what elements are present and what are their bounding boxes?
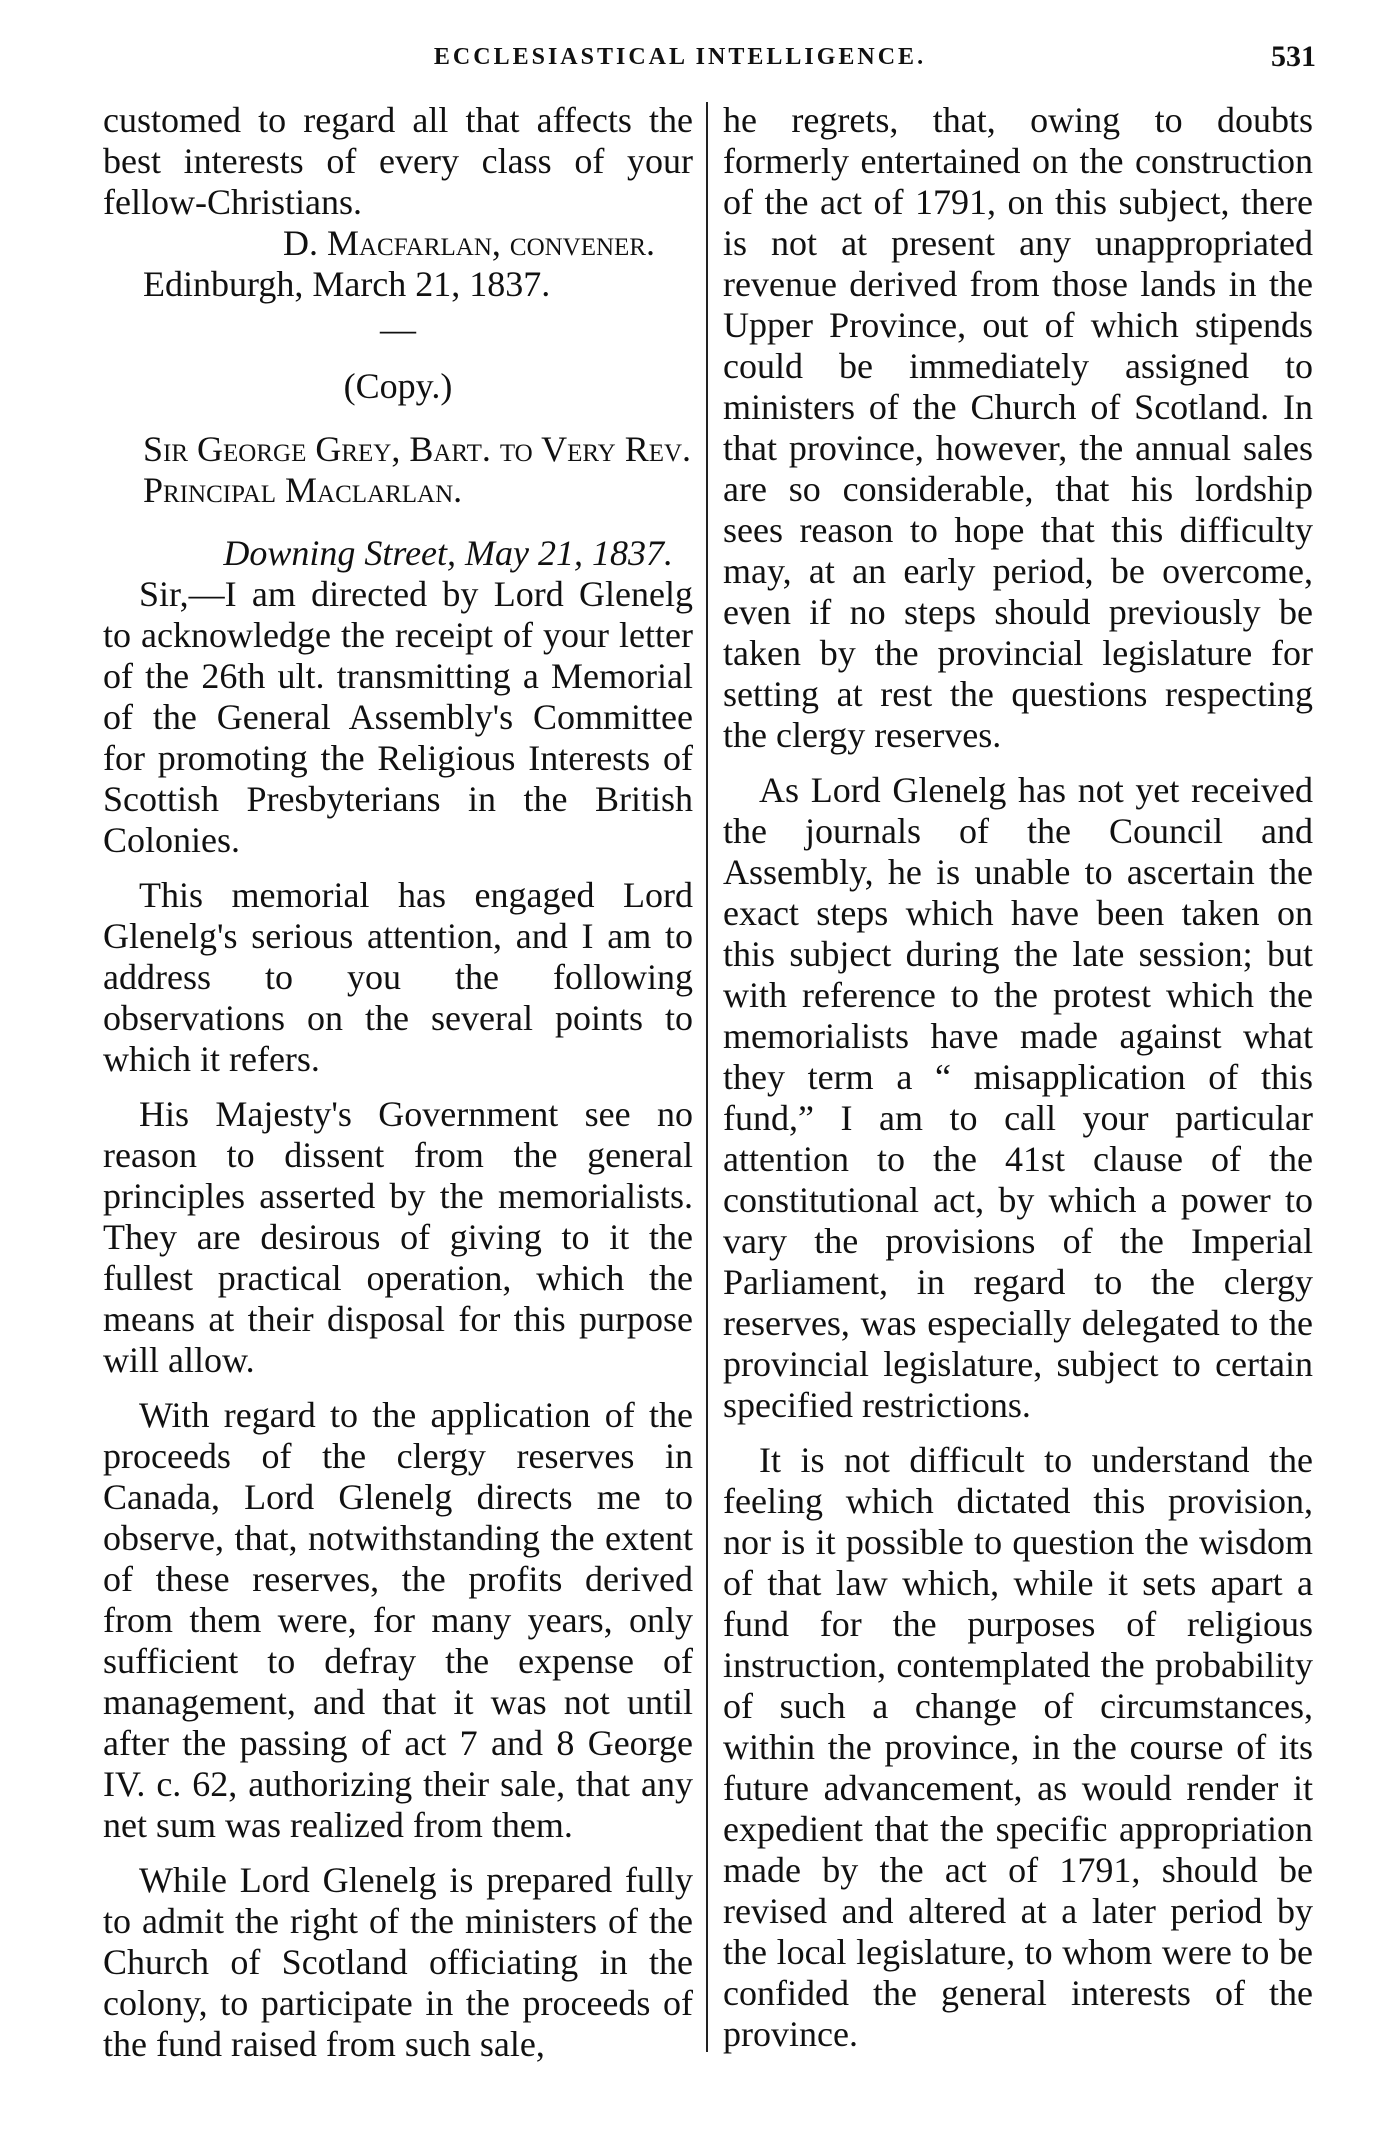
signature: D. Macfarlan, convener. [283, 223, 656, 263]
paragraph-continuation: customed to regard all that affects the best interests of every class of your fellow-Christians. [103, 100, 693, 222]
left-column [103, 100, 693, 2065]
right-column [723, 100, 1313, 2055]
paragraph: Sir,—I am directed by Lord Glenelg to acknowledge the receipt of your letter of the 26th ult. transmitting a Memorial of the General Assembly's Committee for promoting the Religious Interests of Scottish Presbyterians in the British Colonies. [103, 574, 693, 860]
paragraph: This memorial has engaged Lord Glenelg's serious attention, and I am to address to you the following observations on the several points to which it refers. [103, 875, 693, 1079]
paragraph: With regard to the application of the proceeds of the clergy reserves in Canada, Lord Glenelg directs me to observe, that, notwithstanding the extent of these reserves, the profits derived from them were, for many years, only sufficient to defray the expense of management, and that it was not until after the passing of act 7 and 8 George IV. c. 62, authorizing their sale, that any net sum was realized from them. [103, 1395, 693, 1845]
column-divider [706, 102, 708, 2052]
copy-label: (Copy.) [343, 366, 453, 406]
place-date: Edinburgh, March 21, 1837. [143, 264, 551, 304]
running-head: ECCLESIASTICAL INTELLIGENCE. [433, 44, 927, 70]
paragraph: As Lord Glenelg has not yet received the journals of the Council and Assembly, he is unable to ascertain the exact steps which have been taken on this subject during the late session; but with reference to the protest which the memorialists have made against what they term a “ misapplication of this fund,” I am to call your particular attention to the 41st clause of the constitutional act, by which a power to vary the provisions of the Imperial Parliament, in regard to the clergy reserves, was especially delegated to the provincial legislature, subject to certain specified restrictions. [723, 770, 1313, 1425]
paragraph-continuation: he regrets, that, owing to doubts formerly entertained on the construction of the act of 1791, on this subject, there is not at present any unappropriated revenue derived from those lands in the Upper Province, out of which stipends could be immediately assigned to ministers of the Church of Scotland. In that province, however, the annual sales are so considerable, that his lordship sees reason to hope that this difficulty may, at an early period, be overcome, even if no steps should previously be taken by the provincial legislature for setting at rest the questions respecting the clergy reserves. [723, 100, 1313, 755]
paragraph: While Lord Glenelg is prepared fully to admit the right of the ministers of the Church of Scotland officiating in the colony, to participate in the proceeds of the fund raised from such sale, [103, 1860, 693, 2064]
letter-address: Sir George Grey, Bart. to Very Rev. Principal Maclarlan. [143, 429, 692, 510]
separator-dash: — [380, 309, 416, 349]
page-header [0, 40, 1376, 84]
paragraph: It is not difficult to understand the feeling which dictated this provision, nor is it possible to question the wisdom of that law which, while it sets apart a fund for the purposes of religious instruction, contemplated the probability of such a change of circumstances, within the province, in the course of its future advancement, as would render it expedient that the specific appropriation made by the act of 1791, should be revised and altered at a later period by the local legislature, to whom were to be confided the general interests of the province. [723, 1440, 1313, 2054]
page-number: 531 [1271, 40, 1316, 73]
paragraph: His Majesty's Government see no reason to dissent from the general principles asserted by the memorialists. They are desirous of giving to it the fullest practical operation, which the means at their disposal for this purpose will allow. [103, 1094, 693, 1380]
letter-dateline: Downing Street, May 21, 1837. [223, 533, 673, 573]
